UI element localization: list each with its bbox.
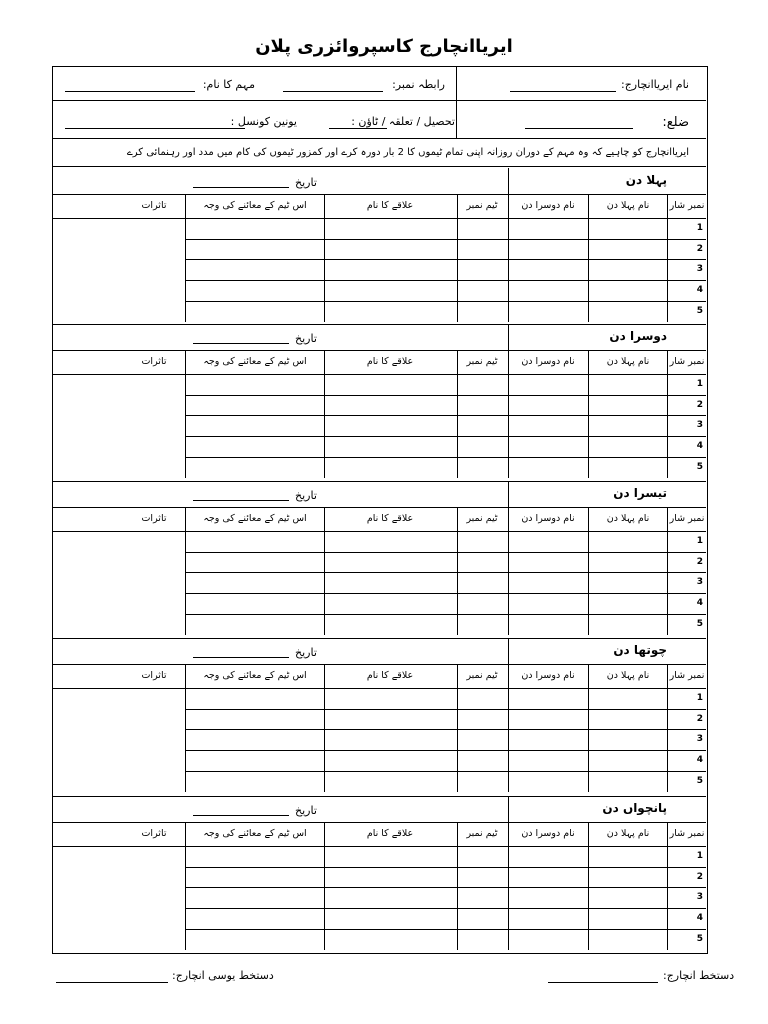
- row-number: 5: [696, 775, 703, 786]
- table-row-divider: [185, 729, 706, 730]
- column-divider: [588, 664, 589, 792]
- column-divider: [324, 822, 325, 950]
- row-number: 2: [696, 871, 703, 882]
- column-header-divider: [53, 688, 706, 689]
- day-header-divider: [53, 350, 706, 351]
- day-label: تیسرا دن: [613, 486, 667, 500]
- row-number: 2: [696, 713, 703, 724]
- date-field[interactable]: [193, 815, 289, 816]
- column-header-reason: اس ٹیم کے معائنے کی وجہ: [203, 513, 307, 524]
- date-label: تاریخ: [295, 804, 317, 817]
- table-row-divider: [185, 457, 706, 458]
- column-header-team-number: ٹیم نمبر: [466, 200, 498, 211]
- column-divider: [508, 350, 509, 478]
- column-divider: [508, 664, 509, 792]
- column-header-remarks: تاثرات: [141, 828, 167, 839]
- incharge-signature-label: دستخط انچارج:: [663, 969, 735, 982]
- column-header-serial: نمبر شار: [669, 513, 705, 524]
- row-number: 4: [696, 441, 703, 452]
- column-header-first-day-name: نام پہلا دن: [606, 513, 650, 524]
- tehsil-field[interactable]: [329, 128, 387, 129]
- row-number: 3: [696, 734, 703, 745]
- day-header-divider: [53, 664, 706, 665]
- row-number: 3: [696, 577, 703, 588]
- row-number: 4: [696, 285, 703, 296]
- table-row-divider: [185, 867, 706, 868]
- date-field[interactable]: [193, 187, 289, 188]
- column-header-area-name: علاقے کا نام: [366, 670, 414, 681]
- column-header-second-day-name: نام دوسرا دن: [521, 828, 575, 839]
- column-header-area-name: علاقے کا نام: [366, 356, 414, 367]
- header-divider: [53, 100, 706, 101]
- row-number: 4: [696, 913, 703, 924]
- column-header-reason: اس ٹیم کے معائنے کی وجہ: [203, 356, 307, 367]
- area-incharge-name-field[interactable]: [510, 91, 616, 92]
- column-header-first-day-name: نام پہلا دن: [606, 828, 650, 839]
- district-field[interactable]: [525, 128, 633, 129]
- column-divider: [588, 194, 589, 322]
- column-divider: [457, 664, 458, 792]
- union-council-label: یونین کونسل :: [230, 115, 297, 128]
- contact-number-label: رابطہ نمبر:: [392, 78, 445, 91]
- column-header-team-number: ٹیم نمبر: [466, 670, 498, 681]
- day-title-divider: [508, 168, 509, 194]
- district-label: ضلع:: [662, 115, 689, 130]
- date-label: تاریخ: [295, 176, 317, 189]
- column-header-first-day-name: نام پہلا دن: [606, 670, 650, 681]
- column-divider: [185, 822, 186, 950]
- row-number: 5: [696, 461, 703, 472]
- row-number: 5: [696, 305, 703, 316]
- day-header-divider: [53, 194, 706, 195]
- campaign-name-field[interactable]: [65, 91, 195, 92]
- column-header-serial: نمبر شار: [669, 670, 705, 681]
- column-header-first-day-name: نام پہلا دن: [606, 356, 650, 367]
- row-number: 4: [696, 598, 703, 609]
- table-row-divider: [185, 436, 706, 437]
- column-divider: [324, 194, 325, 322]
- table-row-divider: [185, 239, 706, 240]
- date-label: تاریخ: [295, 646, 317, 659]
- column-divider: [667, 194, 668, 322]
- column-header-second-day-name: نام دوسرا دن: [521, 356, 575, 367]
- column-divider: [588, 350, 589, 478]
- day-title-divider: [508, 324, 509, 350]
- plan-form: [52, 66, 708, 954]
- header-column-divider: [456, 67, 457, 138]
- page-title: ایریاانچارج کاسپروائزری پلان: [255, 36, 513, 57]
- table-row-divider: [185, 614, 706, 615]
- column-divider: [588, 822, 589, 950]
- column-divider: [185, 194, 186, 322]
- day-label: دوسرا دن: [609, 329, 667, 343]
- column-divider: [667, 350, 668, 478]
- column-header-second-day-name: نام دوسرا دن: [521, 513, 575, 524]
- day-title-divider: [508, 796, 509, 822]
- date-field[interactable]: [193, 343, 289, 344]
- table-row-divider: [185, 572, 706, 573]
- contact-number-field[interactable]: [283, 91, 383, 92]
- column-divider: [457, 822, 458, 950]
- column-header-divider: [53, 531, 706, 532]
- row-number: 1: [696, 693, 703, 703]
- column-divider: [508, 822, 509, 950]
- day-title-divider: [508, 481, 509, 507]
- column-divider: [324, 350, 325, 478]
- column-header-serial: نمبر شار: [669, 200, 705, 211]
- row-number: 2: [696, 556, 703, 567]
- column-divider: [457, 507, 458, 635]
- column-header-second-day-name: نام دوسرا دن: [521, 200, 575, 211]
- table-row-divider: [185, 908, 706, 909]
- row-number: 1: [696, 223, 703, 233]
- column-header-team-number: ٹیم نمبر: [466, 513, 498, 524]
- column-header-divider: [53, 374, 706, 375]
- day-divider: [53, 638, 706, 639]
- column-divider: [185, 507, 186, 635]
- row-number: 3: [696, 264, 703, 275]
- row-number: 4: [696, 755, 703, 766]
- column-divider: [508, 507, 509, 635]
- date-field[interactable]: [193, 500, 289, 501]
- table-row-divider: [185, 552, 706, 553]
- row-number: 1: [696, 379, 703, 389]
- table-row-divider: [185, 593, 706, 594]
- column-header-divider: [53, 846, 706, 847]
- date-label: تاریخ: [295, 332, 317, 345]
- table-row-divider: [185, 929, 706, 930]
- column-header-team-number: ٹیم نمبر: [466, 356, 498, 367]
- column-divider: [185, 664, 186, 792]
- day-header-divider: [53, 507, 706, 508]
- day-divider: [53, 796, 706, 797]
- date-field[interactable]: [193, 657, 289, 658]
- day-label: پانچواں دن: [602, 801, 667, 815]
- column-header-reason: اس ٹیم کے معائنے کی وجہ: [203, 828, 307, 839]
- day-header-divider: [53, 822, 706, 823]
- column-header-reason: اس ٹیم کے معائنے کی وجہ: [203, 200, 307, 211]
- row-number: 3: [696, 420, 703, 431]
- day-divider: [53, 324, 706, 325]
- row-number: 5: [696, 618, 703, 629]
- incharge-signature-field[interactable]: [548, 982, 658, 983]
- row-number: 2: [696, 243, 703, 254]
- tehsil-label: تحصیل / تعلقہ / ٹاؤن :: [351, 115, 455, 128]
- column-header-serial: نمبر شار: [669, 828, 705, 839]
- column-divider: [667, 507, 668, 635]
- day-divider: [53, 481, 706, 482]
- column-header-team-number: ٹیم نمبر: [466, 828, 498, 839]
- column-divider: [667, 664, 668, 792]
- table-row-divider: [185, 280, 706, 281]
- column-header-remarks: تاثرات: [141, 356, 167, 367]
- column-header-second-day-name: نام دوسرا دن: [521, 670, 575, 681]
- column-divider: [457, 194, 458, 322]
- column-header-remarks: تاثرات: [141, 200, 167, 211]
- column-divider: [667, 822, 668, 950]
- header-divider: [53, 166, 706, 167]
- header-divider: [53, 138, 706, 139]
- column-header-divider: [53, 218, 706, 219]
- campaign-name-label: مہم کا نام:: [202, 78, 255, 91]
- instruction-text: ایریاانچارج کو چاہیے کہ وہ مہم کے دوران روزانہ اپنی تمام ٹیموں کا 2 بار دورہ کرے اور کمزور ٹیموں کی کام میں مدد اور رہنمائی کرے: [126, 147, 689, 158]
- day-label: پہلا دن: [625, 173, 667, 187]
- column-header-reason: اس ٹیم کے معائنے کی وجہ: [203, 670, 307, 681]
- column-header-remarks: تاثرات: [141, 513, 167, 524]
- column-header-area-name: علاقے کا نام: [366, 828, 414, 839]
- table-row-divider: [185, 259, 706, 260]
- column-header-serial: نمبر شار: [669, 356, 705, 367]
- union-council-field[interactable]: [65, 128, 245, 129]
- column-header-area-name: علاقے کا نام: [366, 513, 414, 524]
- day-label: چوتھا دن: [613, 643, 667, 657]
- row-number: 2: [696, 399, 703, 410]
- uc-incharge-signature-field[interactable]: [56, 982, 168, 983]
- table-row-divider: [185, 395, 706, 396]
- column-header-area-name: علاقے کا نام: [366, 200, 414, 211]
- column-divider: [508, 194, 509, 322]
- table-row-divider: [185, 750, 706, 751]
- day-title-divider: [508, 638, 509, 664]
- row-number: 5: [696, 933, 703, 944]
- column-divider: [185, 350, 186, 478]
- column-divider: [324, 664, 325, 792]
- row-number: 1: [696, 851, 703, 861]
- date-label: تاریخ: [295, 489, 317, 502]
- row-number: 1: [696, 536, 703, 546]
- column-divider: [324, 507, 325, 635]
- table-row-divider: [185, 709, 706, 710]
- row-number: 3: [696, 892, 703, 903]
- table-row-divider: [185, 771, 706, 772]
- table-row-divider: [185, 415, 706, 416]
- column-header-first-day-name: نام پہلا دن: [606, 200, 650, 211]
- column-divider: [457, 350, 458, 478]
- uc-incharge-signature-label: دستخط یوسی انچارج:: [172, 969, 274, 982]
- column-divider: [588, 507, 589, 635]
- table-row-divider: [185, 887, 706, 888]
- area-incharge-name-label: نام ایریاانچارج:: [620, 78, 689, 91]
- column-header-remarks: تاثرات: [141, 670, 167, 681]
- table-row-divider: [185, 301, 706, 302]
